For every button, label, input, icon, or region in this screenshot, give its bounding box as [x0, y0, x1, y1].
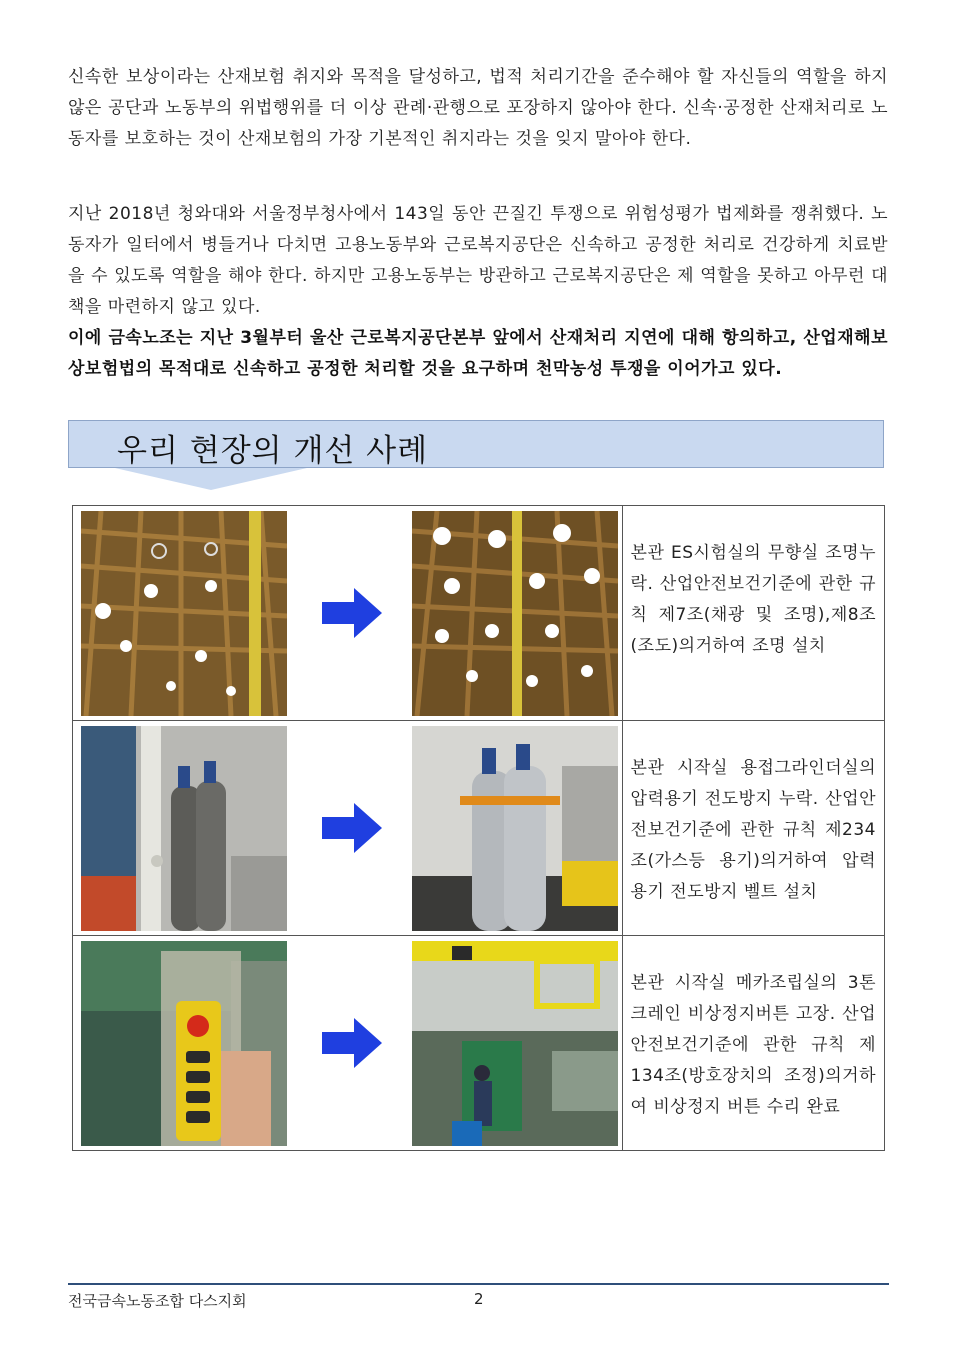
- arrow-right-icon: [322, 588, 382, 638]
- case-row: [73, 721, 885, 936]
- banner-pointer: [115, 468, 307, 490]
- before-photo: [81, 511, 287, 716]
- before-photo: [81, 941, 287, 1146]
- page-number: 2: [474, 1290, 484, 1308]
- arrow-right-icon: [322, 803, 382, 853]
- case-description: 본관 시작실 용접그라인더실의 압력용기 전도방지 누락. 산업안전보건기준에 관한 규칙 제234조(가스등 용기)의거하여 압력용기 전도방지 벨트 설치: [630, 758, 876, 902]
- section-title: 우리 현장의 개선 사례: [117, 433, 429, 469]
- footer-rule: [68, 1283, 889, 1285]
- after-photo: [412, 511, 618, 716]
- case-row: [73, 936, 885, 1151]
- after-photo: [412, 941, 618, 1146]
- case-images: [73, 506, 623, 721]
- cases-table: [72, 505, 885, 1151]
- paragraph-2: 지난 2018년 청와대와 서울정부청사에서 143일 동안 끈질긴 투쟁으로 위험성평가 법제화를 쟁취했다. 노동자가 일터에서 병들거나 다치면 고용노동부와 근로복지공단은 신속하고 공정한 처리로 건강하게 치료받을 수 있도록 역할을 해야 한다. 하지만 고용노동부는 방관하고 근로복지공단은 제 역할을 못하고 아무런 대책을 마련하지 않고 있다.: [68, 204, 888, 317]
- after-photo: [412, 726, 618, 931]
- arrow-right-icon: [322, 1018, 382, 1068]
- footer-org: 전국금속노동조합 다스지회: [68, 1292, 247, 1310]
- case-description: 본관 ES시험실의 무향실 조명누락. 산업안전보건기준에 관한 규칙 제7조(채광 및 조명),제8조(조도)의거하여 조명 설치: [630, 543, 876, 656]
- case-text: [622, 506, 884, 721]
- paragraph-3: 이에 금속노조는 지난 3월부터 울산 근로복지공단본부 앞에서 산재처리 지연에 대해 항의하고, 산업재해보상보험법의 목적대로 신속하고 공정한 처리할 것을 요구하며 천막농성 투쟁을 이어가고 있다.: [68, 328, 888, 379]
- case-text: [622, 721, 884, 936]
- case-images: [73, 936, 623, 1151]
- case-row: [73, 506, 885, 721]
- section-banner: [68, 420, 884, 468]
- case-description: 본관 시작실 메카조립실의 3톤 크레인 비상정지버튼 고장. 산업안전보건기준에 관한 규칙 제134조(방호장치의 조정)의거하여 비상정지 버튼 수리 완료: [630, 973, 876, 1117]
- case-text: [622, 936, 884, 1151]
- paragraph-1: 신속한 보상이라는 산재보험 취지와 목적을 달성하고, 법적 처리기간을 준수해야 할 자신들의 역할을 하지 않은 공단과 노동부의 위법행위를 더 이상 관례·관행으로 포장하지 않아야 한다. 신속·공정한 산재처리로 노동자를 보호하는 것이 산재보험의 가장 기본적인 취지라는 것을 잊지 말아야 한다.: [68, 67, 888, 149]
- case-images: [73, 721, 623, 936]
- before-photo: [81, 726, 287, 931]
